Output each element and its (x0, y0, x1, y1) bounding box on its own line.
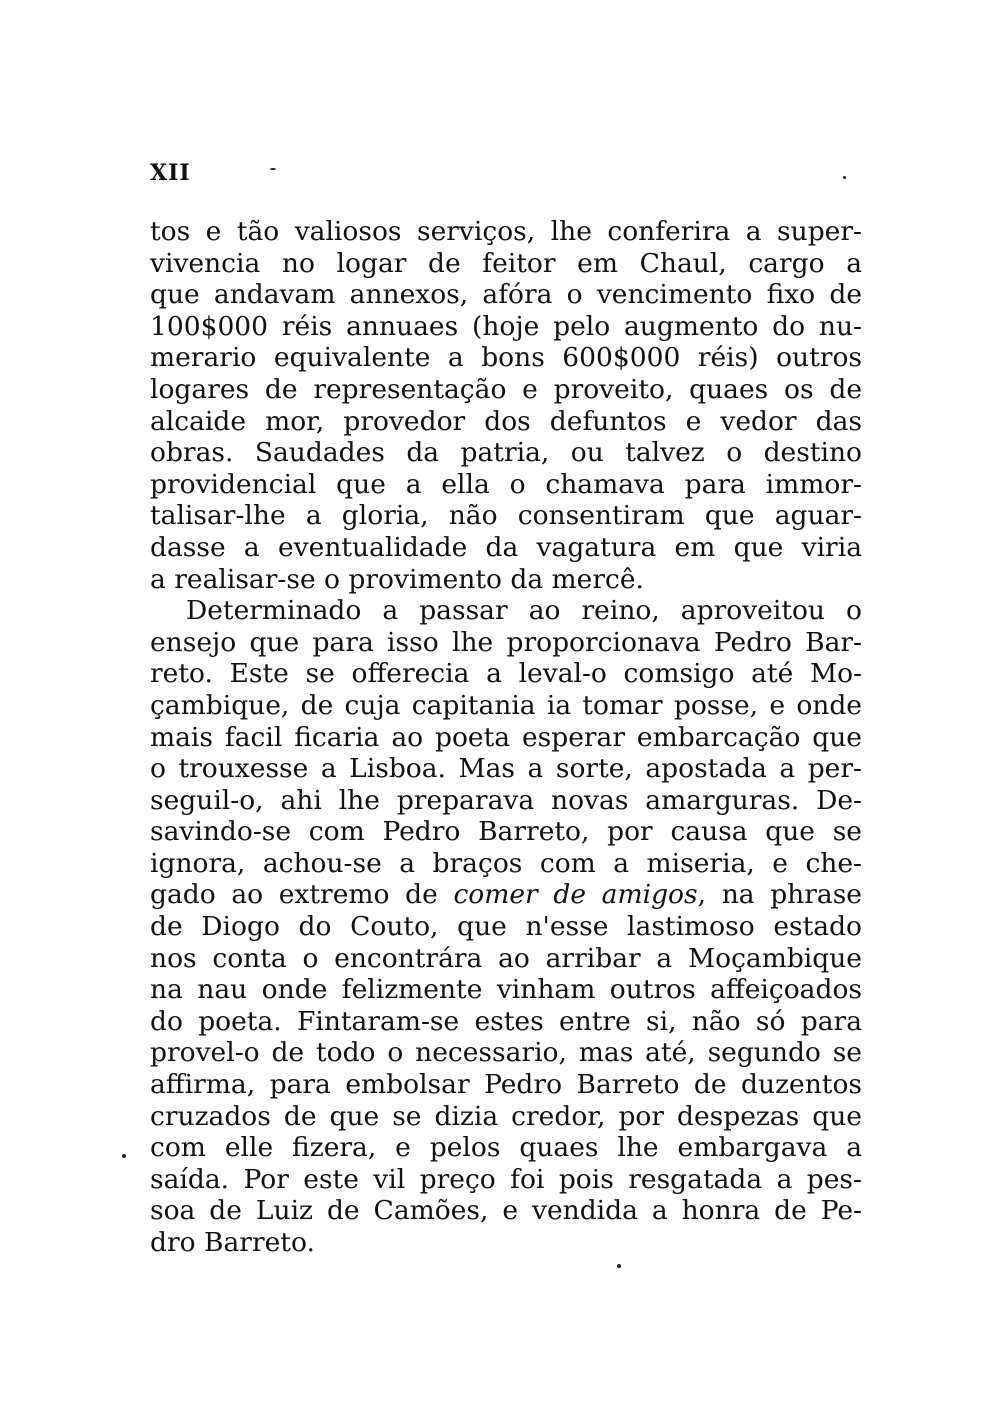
italic-phrase: comer de amigos (453, 879, 698, 911)
text-line: do poeta. Fintaram-se estes entre si, não só para (150, 1005, 862, 1037)
text-line: reto. Este se offerecia a leval-o comsigo até Mo- (150, 658, 862, 690)
text-line: na nau onde felizmente vinham outros affeiçoados (150, 974, 862, 1006)
text-line: alcaide mor, provedor dos defuntos e vedor das (150, 405, 862, 437)
paragraph-end-line: a realisar-se o provimento da mercê. (150, 563, 644, 595)
text-line: logares de representação e proveito, quaes os de (150, 373, 862, 405)
text-line: merario equivalente a bons 600$000 réis) outros (150, 342, 862, 374)
text-line: providencial que a ella o chamava para immor- (150, 468, 862, 500)
scan-speck (122, 1154, 126, 1158)
text-line: provel-o de todo o necessario, mas até, segundo se (150, 1037, 862, 1069)
text-line: ignora, achou-se a braços com a miseria, e che- (150, 847, 862, 879)
text-line: seguil-o, ahi lhe preparava novas amarguras. De- (150, 784, 862, 816)
text-line: cruzados de que se dizia credor, por despezas que (150, 1100, 862, 1132)
text-line: tos e tão valiosos serviços, lhe conferira a super- (150, 216, 862, 247)
text-line: 100$000 réis annuaes (hoje pelo augmento do nu- (150, 310, 862, 342)
scan-speck (617, 1264, 621, 1268)
text-line: dasse a eventualidade da vagatura em que viria (150, 531, 862, 563)
text-line: çambique, de cuja capitania ia tomar posse, e onde (150, 689, 862, 721)
italic-before: gado ao extremo de (150, 879, 454, 911)
text-line: saída. Por este vil preço foi pois resgatada a pes- (150, 1163, 862, 1195)
page-number: XII (150, 160, 191, 186)
text-line: mais facil ficaria ao poeta esperar embarcação que (150, 721, 862, 753)
text-line: nos conta o encontrára ao arribar a Moçambique (150, 942, 862, 974)
text-line: savindo-se com Pedro Barreto, por causa que se (150, 816, 862, 848)
text-line: que andavam annexos, afóra o vencimento fixo de (150, 279, 862, 311)
text-line: vivencia no logar de feitor em Chaul, cargo a (150, 247, 862, 279)
scan-speck (843, 176, 846, 179)
text-line: soa de Luiz de Camões, e vendida a honra de Pe- (150, 1195, 862, 1227)
text-line: com elle fizera, e pelos quaes lhe embargava a (150, 1132, 862, 1164)
scan-speck (270, 168, 276, 170)
paragraph-end-line: dro Barreto. (150, 1227, 315, 1258)
italic-after: , na phrase (697, 879, 862, 911)
text-line: talisar-lhe a gloria, não consentiram que aguar- (150, 500, 862, 532)
text-line: affirma, para embolsar Pedro Barreto de duzentos (150, 1069, 862, 1101)
body-text (150, 216, 862, 1259)
paragraph-start-line: Determinado a passar ao reino, aproveitou o (186, 595, 862, 627)
text-line: obras. Saudades da patria, ou talvez o destino (150, 437, 862, 469)
text-line: o trouxesse a Lisboa. Mas a sorte, apostada a per- (150, 753, 862, 785)
text-line-italic (150, 879, 862, 911)
text-line: de Diogo do Couto, que n'esse lastimoso estado (150, 911, 862, 943)
text-line: ensejo que para isso lhe proporcionava Pedro Bar- (150, 626, 862, 658)
